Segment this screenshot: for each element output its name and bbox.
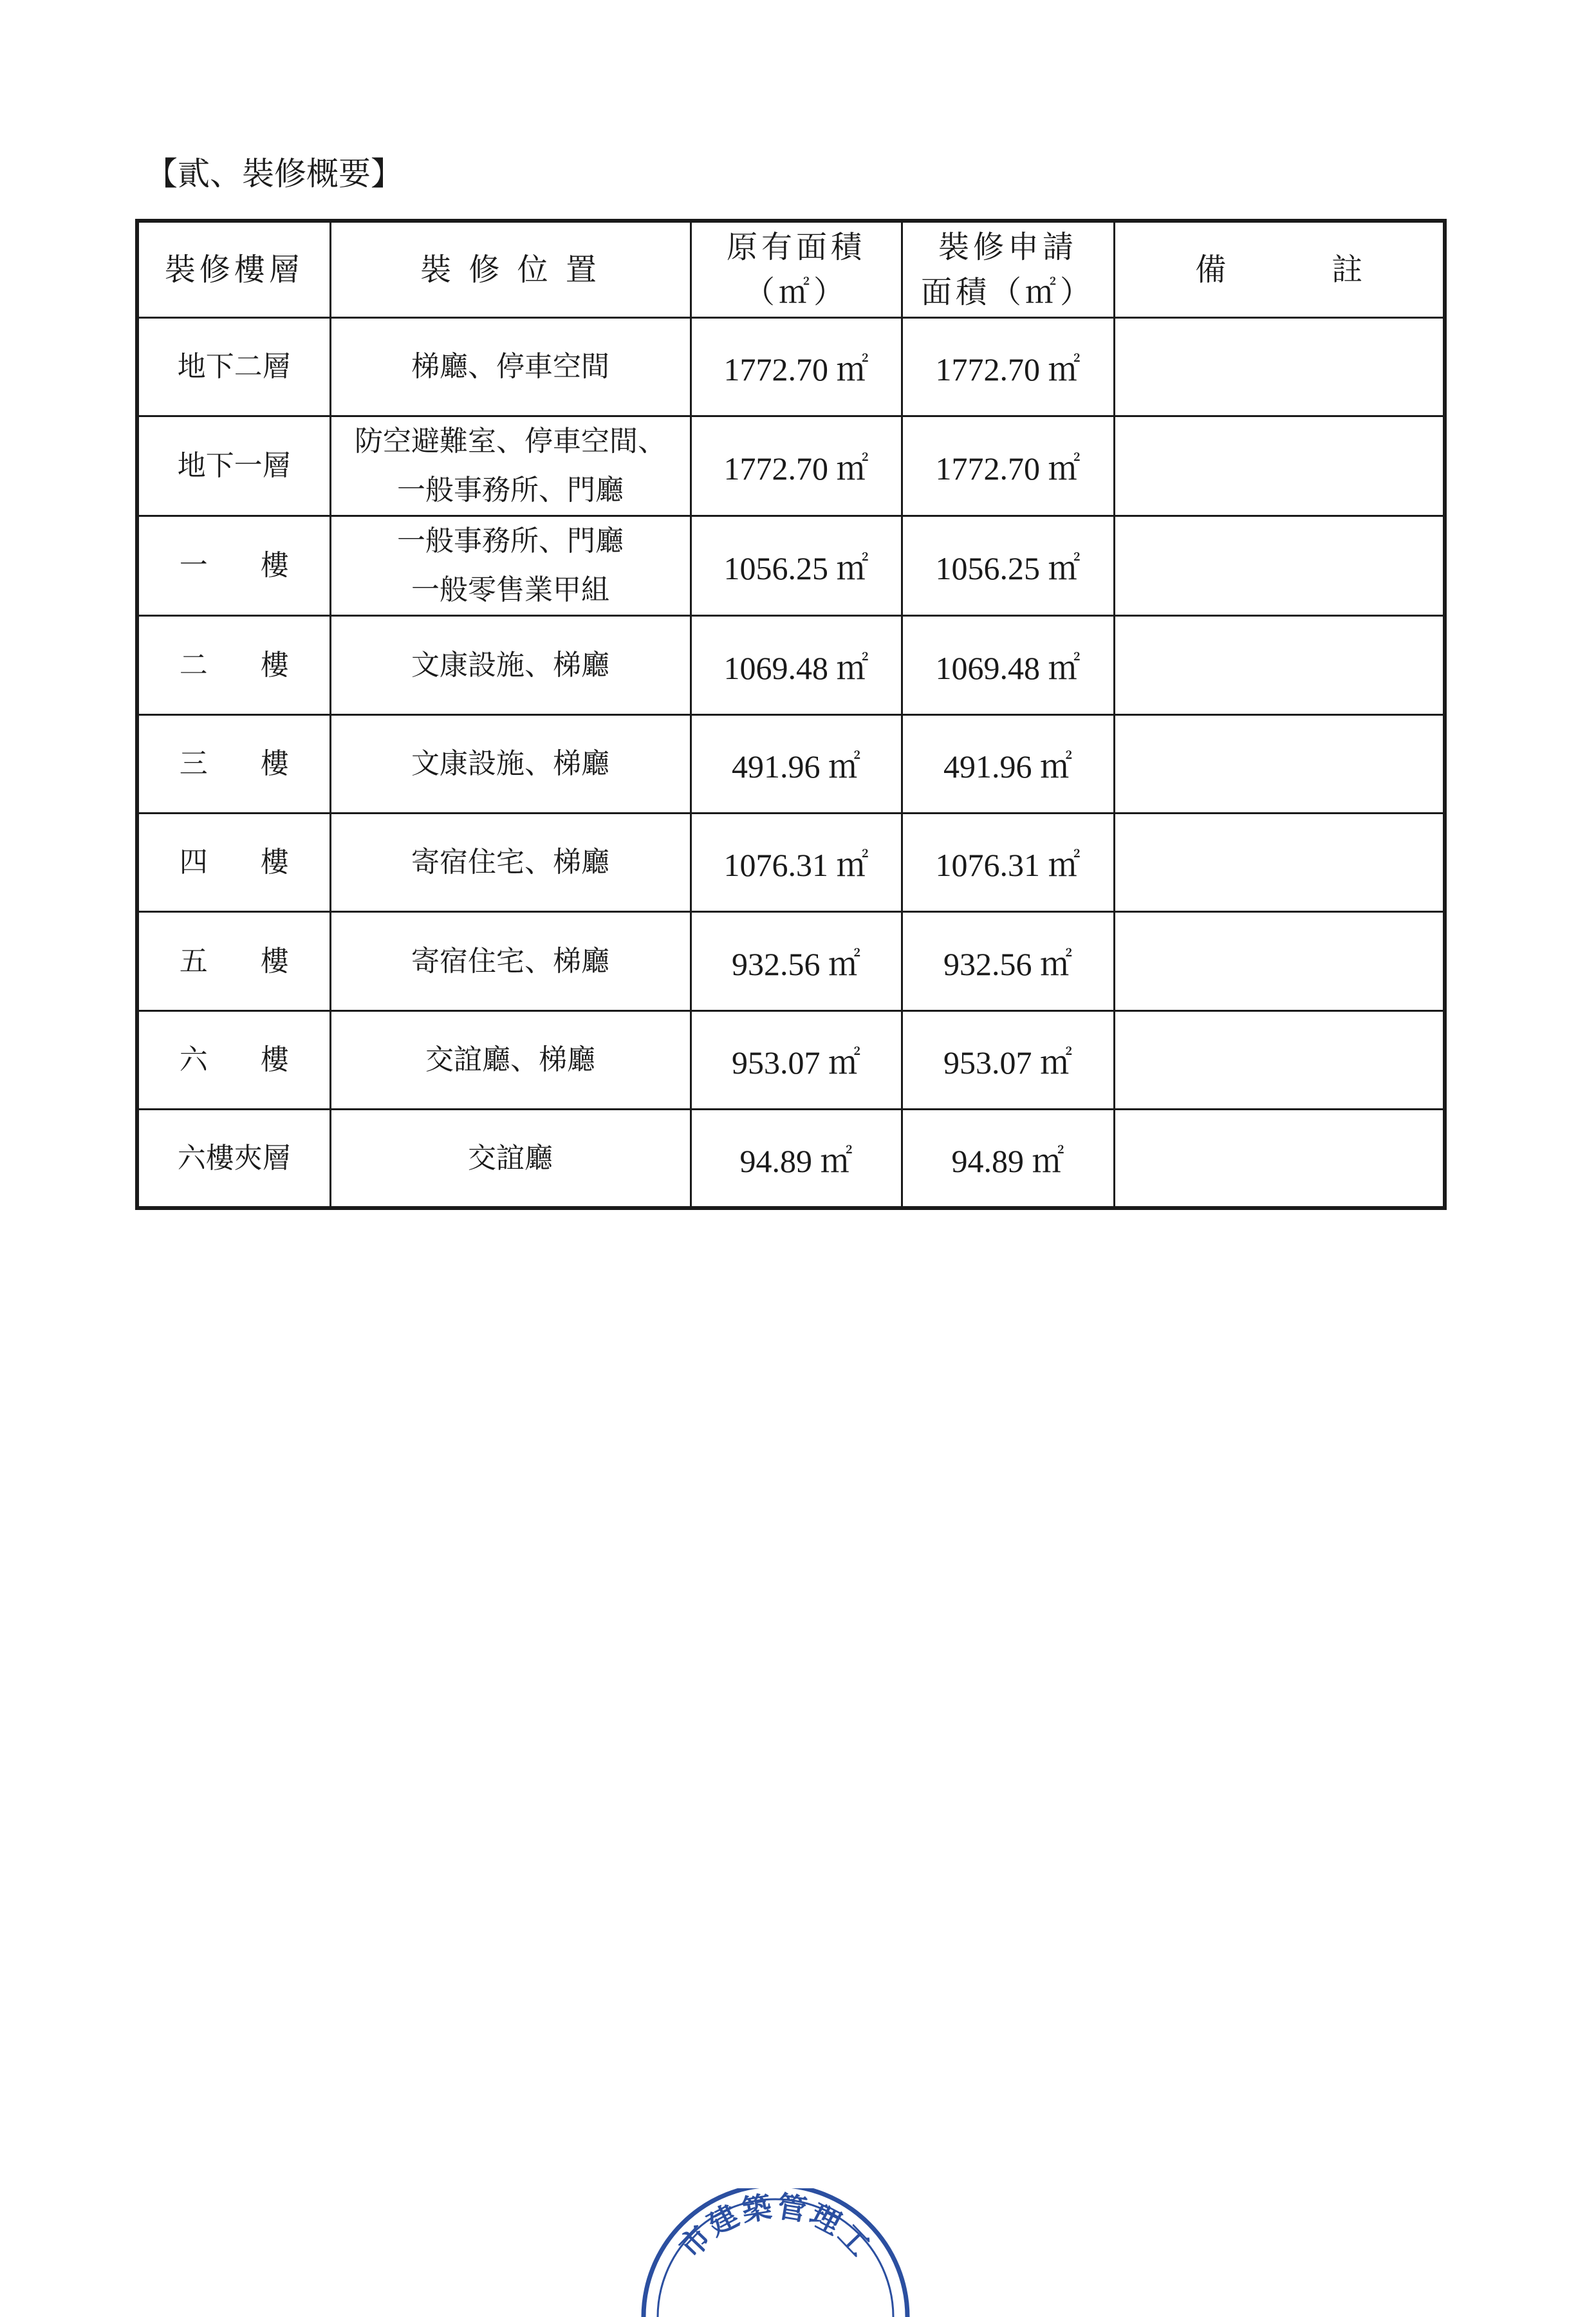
table-row <box>137 516 1445 616</box>
cell-location: 文康設施、梯廳 <box>330 616 691 714</box>
header-requested-area-line1: 裝修申請 <box>938 228 1077 265</box>
cell-requested-area: 491.96 ㎡ <box>902 714 1114 813</box>
table-row <box>137 714 1445 813</box>
cell-requested-area: 1076.31 ㎡ <box>902 814 1114 912</box>
cell-floor: 六樓夾層 <box>137 1110 330 1208</box>
cell-remarks <box>1114 814 1445 912</box>
cell-remarks <box>1114 317 1445 416</box>
cell-remarks <box>1114 912 1445 1010</box>
cell-floor: 二樓 <box>137 616 330 714</box>
cell-original-area: 1056.25 ㎡ <box>691 516 902 616</box>
header-requested-area-line2: 面積（㎡） <box>920 274 1095 310</box>
cell-location: 一般事務所、門廳 一般零售業甲組 <box>330 516 691 616</box>
cell-original-area: 1076.31 ㎡ <box>691 814 902 912</box>
table-row <box>137 1010 1445 1109</box>
cell-requested-area: 1772.70 ㎡ <box>902 317 1114 416</box>
cell-location: 寄宿住宅、梯廳 <box>330 814 691 912</box>
table-row <box>137 814 1445 912</box>
table-row <box>137 1110 1445 1208</box>
official-seal <box>637 2188 914 2317</box>
cell-floor: 三樓 <box>137 714 330 813</box>
cell-original-area: 932.56 ㎡ <box>691 912 902 1010</box>
cell-location: 交誼廳、梯廳 <box>330 1010 691 1109</box>
cell-floor: 五樓 <box>137 912 330 1010</box>
cell-remarks <box>1114 1110 1445 1208</box>
cell-location: 交誼廳 <box>330 1110 691 1208</box>
cell-requested-area: 953.07 ㎡ <box>902 1010 1114 1109</box>
table-row <box>137 616 1445 714</box>
cell-requested-area: 932.56 ㎡ <box>902 912 1114 1010</box>
cell-requested-area: 1056.25 ㎡ <box>902 516 1114 616</box>
cell-remarks <box>1114 616 1445 714</box>
cell-remarks <box>1114 416 1445 516</box>
cell-location: 寄宿住宅、梯廳 <box>330 912 691 1010</box>
cell-original-area: 1772.70 ㎡ <box>691 416 902 516</box>
header-floor: 裝修樓層 <box>137 221 330 317</box>
seal-text: 市建築管理工 <box>672 2188 879 2265</box>
cell-original-area: 953.07 ㎡ <box>691 1010 902 1109</box>
cell-location: 梯廳、停車空間 <box>330 317 691 416</box>
table-row <box>137 912 1445 1010</box>
table-row <box>137 416 1445 516</box>
cell-requested-area: 1069.48 ㎡ <box>902 616 1114 714</box>
cell-floor: 地下二層 <box>137 317 330 416</box>
cell-remarks <box>1114 714 1445 813</box>
cell-requested-area: 1772.70 ㎡ <box>902 416 1114 516</box>
cell-original-area: 1772.70 ㎡ <box>691 317 902 416</box>
header-original-area-line1: 原有面積 <box>726 228 866 265</box>
header-original-area-line2: （㎡） <box>743 274 848 310</box>
cell-original-area: 491.96 ㎡ <box>691 714 902 813</box>
cell-original-area: 1069.48 ㎡ <box>691 616 902 714</box>
cell-location: 防空避難室、停車空間、 一般事務所、門廳 <box>330 416 691 516</box>
table-row <box>137 317 1445 416</box>
cell-floor: 四樓 <box>137 814 330 912</box>
cell-floor: 一樓 <box>137 516 330 616</box>
cell-remarks <box>1114 516 1445 616</box>
header-original-area <box>691 221 902 317</box>
header-remarks: 備註 <box>1114 221 1445 317</box>
cell-floor: 地下一層 <box>137 416 330 516</box>
cell-remarks <box>1114 1010 1445 1109</box>
section-title: 【貳、裝修概要】 <box>145 155 403 192</box>
cell-floor: 六樓 <box>137 1010 330 1109</box>
header-requested-area <box>902 221 1114 317</box>
cell-original-area: 94.89 ㎡ <box>691 1110 902 1208</box>
header-location: 裝 修 位 置 <box>330 221 691 317</box>
cell-requested-area: 94.89 ㎡ <box>902 1110 1114 1208</box>
cell-location: 文康設施、梯廳 <box>330 714 691 813</box>
table-header-row <box>137 221 1445 317</box>
renovation-summary-table <box>135 219 1447 1210</box>
